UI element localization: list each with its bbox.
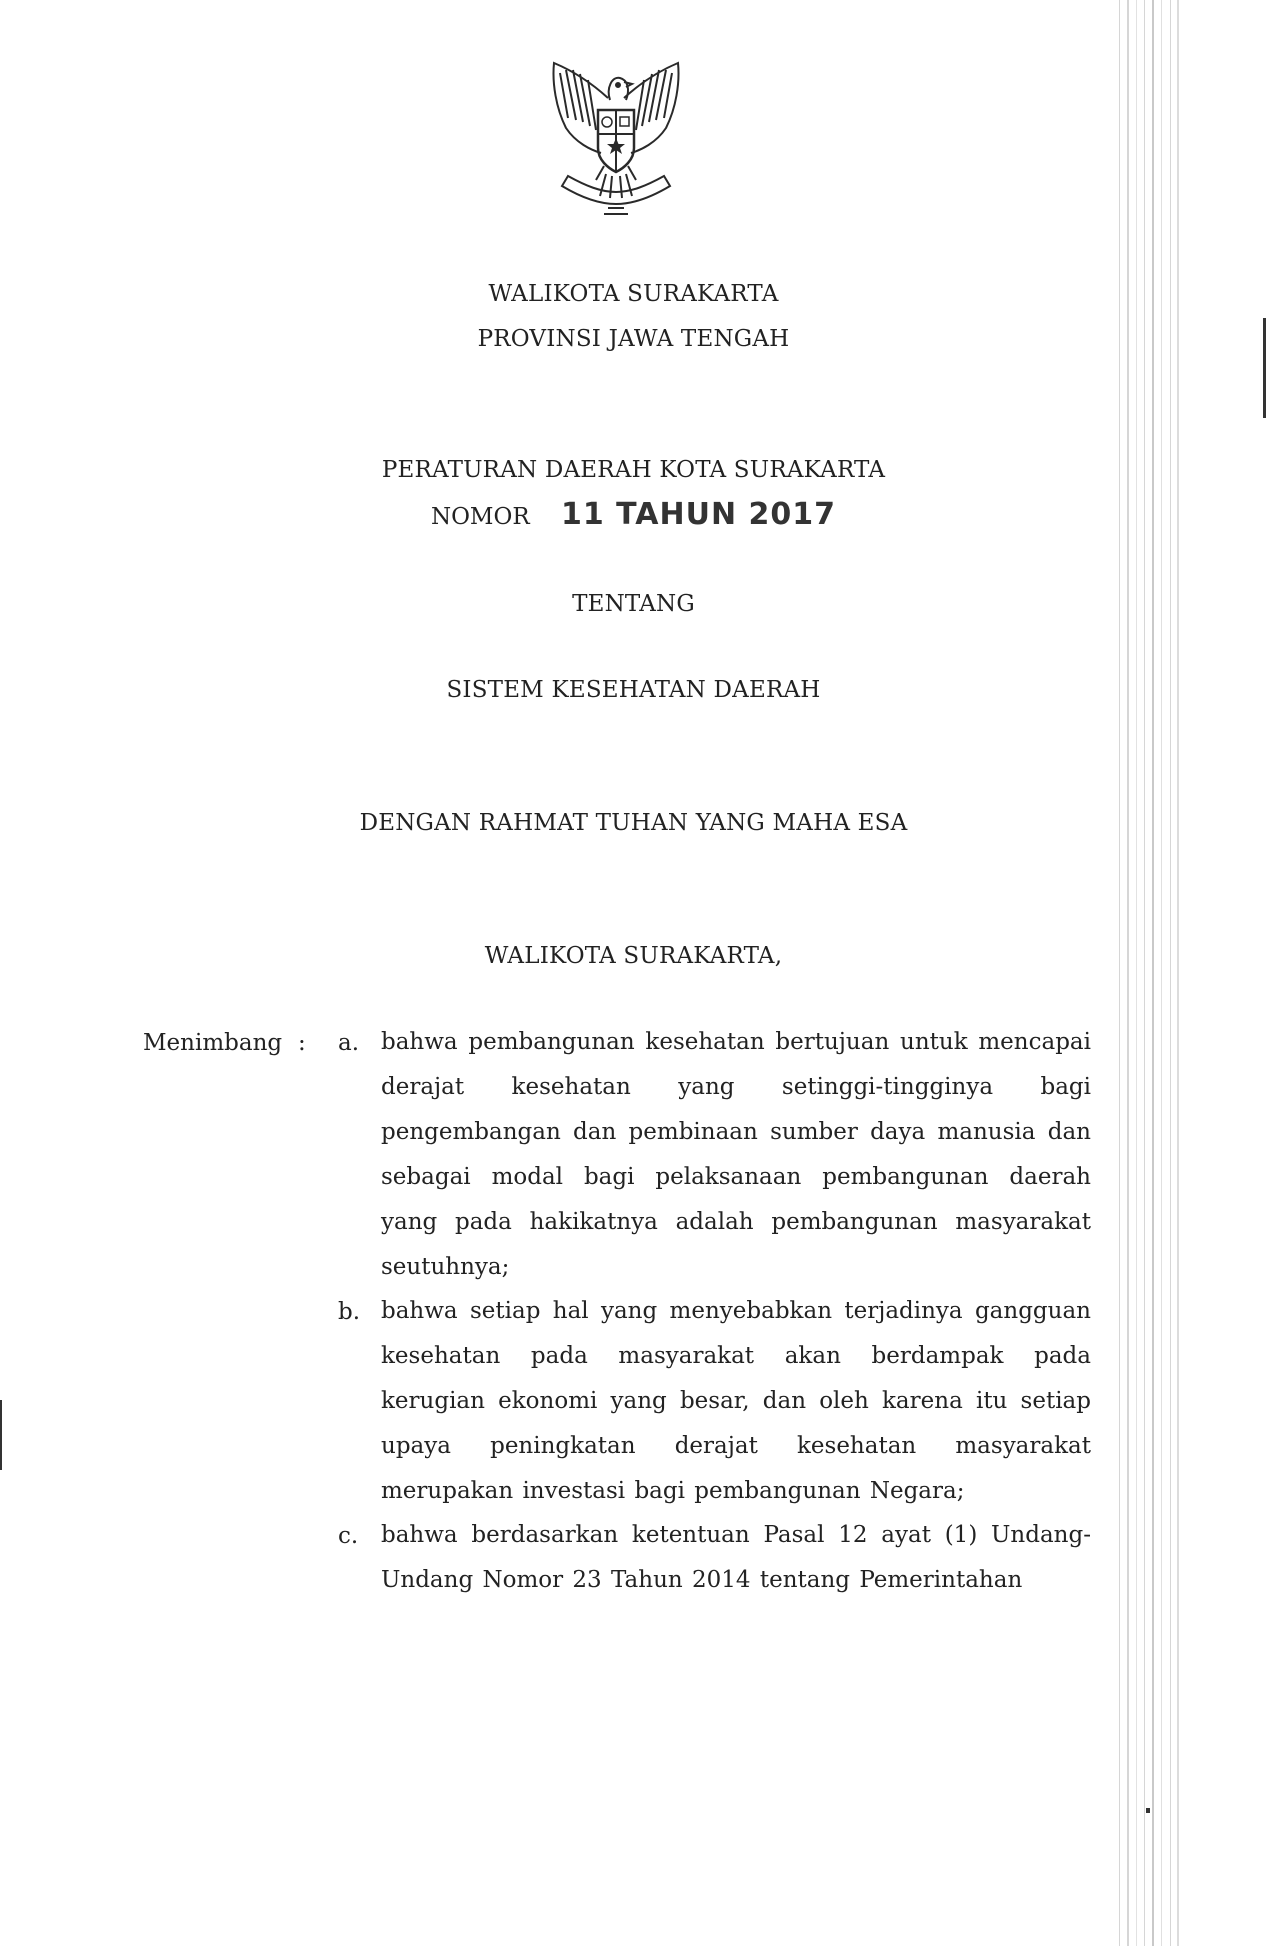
consideration-letter: c.: [338, 1523, 359, 1549]
authority: WALIKOTA SURAKARTA,: [484, 943, 783, 969]
menimbang-colon: :: [298, 1030, 306, 1056]
regulation-title: PERATURAN DAERAH KOTA SURAKARTA: [381, 457, 886, 483]
header-provinsi: PROVINSI JAWA TENGAH: [477, 326, 790, 352]
consideration-text: bahwa berdasarkan ketentuan Pasal 12 ayat (1) Undang-Undang Nomor 23 Tahun 2014 tentang Pemerintahan: [381, 1522, 1091, 1593]
consideration-text: bahwa pembangunan kesehatan bertujuan untuk mencapai derajat kesehatan yang setinggi-tingginya bagi pengembangan dan pembinaan sumber daya manusia dan sebagai modal bagi pelaksanaan pembangunan daerah yang pada hakikatnya adalah pembangunan masyarakat seutuhnya;: [381, 1029, 1091, 1280]
tentang-label: TENTANG: [572, 591, 695, 617]
invocation: DENGAN RAHMAT TUHAN YANG MAHA ESA: [359, 810, 908, 836]
nomor-handwritten-value: 11 TAHUN 2017: [560, 497, 837, 532]
regulation-number: [0, 497, 1267, 532]
scan-mark-left: [0, 1400, 2, 1470]
header-walikota: WALIKOTA SURAKARTA: [488, 281, 779, 307]
consideration-letter: a.: [338, 1030, 360, 1056]
garuda-emblem: [546, 58, 686, 220]
nomor-label: NOMOR: [430, 504, 530, 530]
scan-dot: [1146, 1808, 1150, 1813]
consideration-letter: b.: [338, 1299, 361, 1325]
regulation-subject: SISTEM KESEHATAN DAERAH: [446, 677, 821, 703]
consideration-text: bahwa setiap hal yang menyebabkan terjadinya gangguan kesehatan pada masyarakat akan berdampak pada kerugian ekonomi yang besar, dan oleh karena itu setiap upaya peningkatan derajat kesehatan masyarakat merupakan investasi bagi pembangunan Negara;: [381, 1298, 1091, 1504]
menimbang-label: Menimbang: [143, 1030, 283, 1056]
